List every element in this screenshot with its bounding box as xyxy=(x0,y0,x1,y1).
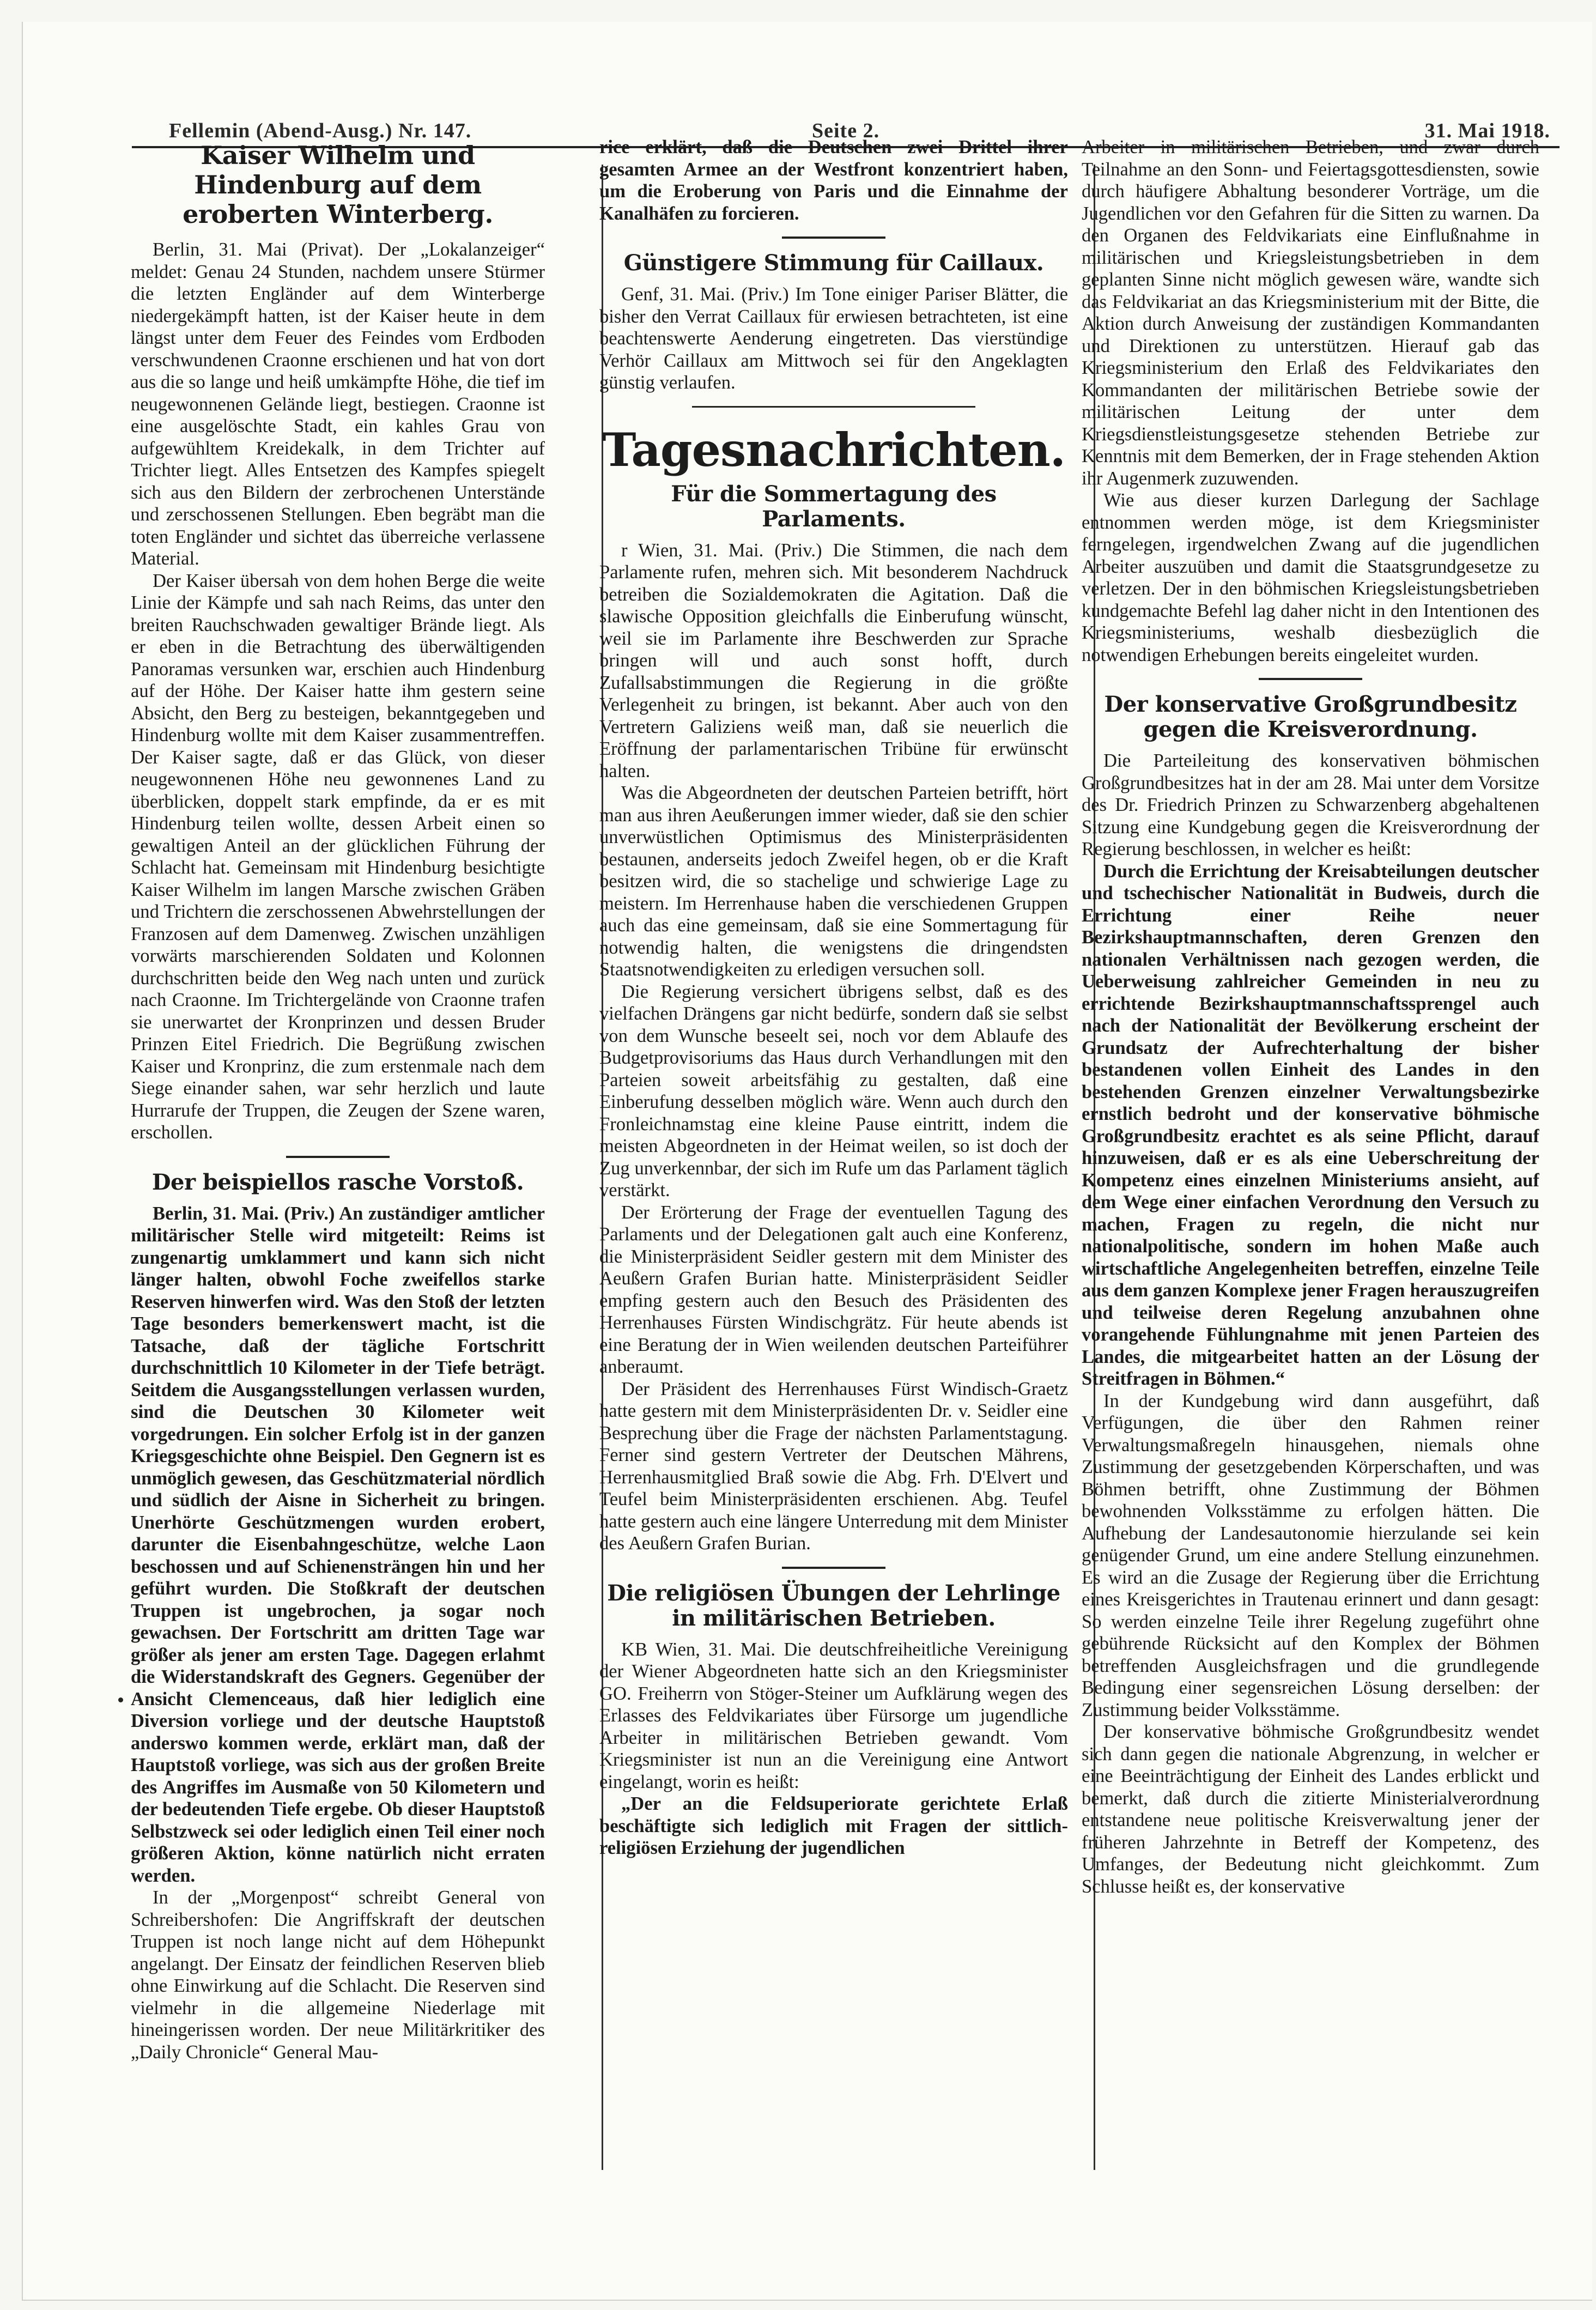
article-paragraph: r Wien, 31. Mai. (Priv.) Die Stimmen, die nach dem Parlamente rufen, mehren sich. Mit besonderem Nachdruck betreiben die Sozialdemokraten die Agitation. Daß die slawische Opposition gleichfalls die Einberufung wünscht, weil sie im Parlamente ihre Beschwerden zur Sprache bringen will und auch sonst hofft, durch Zufallsabstimmungen die Regierung in die größte Verlegenheit zu bringen, ist bekannt. Aber auch von den Vertretern Galiziens weiß man, daß sie neuerlich die Eröffnung der parlamentarischen Tribüne für erwünscht halten. xyxy=(599,539,1068,781)
article-separator xyxy=(286,1156,390,1158)
article-paragraph: Genf, 31. Mai. (Priv.) Im Tone einiger Pariser Blätter, die bisher den Verrat Caillaux für erwiesen betrachteten, ist eine beachtenswerte Aenderung eingetreten. Das vierstündige Verhör Caillaux am Mittwoch sei für den Angeklagten günstig verlaufen. xyxy=(599,284,1068,393)
article-paragraph: KB Wien, 31. Mai. Die deutschfreiheitliche Vereinigung der Wiener Abgeordneten hatte sich an den Kriegsminister GO. Freiherrn von Stöger-Steiner um Aufklärung wegen des Erlasses des Feldvikariates über Fürsorge um jugendliche Arbeiter in militärischen Betrieben gewandt. Vom Kriegsminister ist nun an die Vereinigung eine Antwort eingelangt, worin es heißt: xyxy=(599,1639,1068,1792)
headline-kaiser-hindenburg: Kaiser Wilhelm und Hindenburg auf dem eroberten Winterberg. xyxy=(183,141,493,229)
article-paragraph: In der „Morgenpost“ schreibt General von Schreibershofen: Die Angriffskraft der deutschen Truppen ist noch lange nicht auf dem Höhepunkt angelangt. Der Einsatz der feindlichen Reserven blieb ohne Einwirkung auf die Schlacht. Die Reserven sind vielmehr in die allgemeine Niederlage mit hineingerissen worden. Der neue Militärkritiker des „Daily Chronicle“ General Mau- xyxy=(131,1887,545,2063)
article-paragraph: Berlin, 31. Mai (Privat). Der „Lokalanzeiger“ meldet: Genau 24 Stunden, nachdem unsere Stürmer die letzten Engländer auf dem Winterberge niedergekämpft hatten, ist der Kaiser heute in dem längst unter dem Feuer des Feindes vom Erdboden verschwundenen Craonne erschienen und hat von dort aus die so lange und heiß umkämpfte Höhe, die tief im neugewonnenen Gelände liegt, bestiegen. Craonne ist eine ausgelöschte Stadt, ein kahles Grau von aufgewühltem Kreidekalk, in dem Trichter auf Trichter liegt. Alles Entsetzen des Kampfes spiegelt sich aus den Bildern der zerbrochenen Unterstände und zerschossenen Stellungen. Eben begräbt man die toten Engländer und sichtet das überreiche verlassene Material. xyxy=(131,239,545,569)
section-title-tagesnachrichten: Tagesnachrichten. xyxy=(602,422,1066,477)
column-2 xyxy=(599,136,1068,2153)
article-paragraph: Arbeiter in militärischen Betrieben, und zwar durch Teilnahme an den Sonn- und Feiertagsgottesdiensten, sowie durch häufigere Abhaltung besonderer Vorträge, um die Jugendlichen vor den Gefahren für die Sitten zu warnen. Da den Organen des Feldvikariats eine Einflußnahme in militärischen und Kriegsleistungsbetrieben in dem geplanten Sinne nicht möglich gewesen wäre, wandte sich das Feldvikariat an das Kriegsministerium mit der Bitte, die Aktion durch Anweisung der zuständigen Kommandanten und Direktionen zu unterstützen. Hierauf gab das Kriegsministerium den Erlaß des Feldvikariates den Kommandanten der militärischen Betriebe sowie der militärischen Leitung der unter dem Kriegsdienstleistungsgesetze stehenden Betriebe zur Kenntnis mit dem Bemerken, der in Frage stehenden Aktion ihr Augenmerk zuzuwenden. xyxy=(1082,137,1539,489)
article-separator xyxy=(782,1567,885,1569)
headline-vorstoss: Der beispiellos rasche Vorstoß. xyxy=(151,1169,524,1195)
article-paragraph: Die Parteileitung des konservativen böhmischen Großgrundbesitzes hat in der am 28. Mai unter dem Vorsitze des Dr. Friedrich Prinzen zu Schwarzenberg abgehaltenen Sitzung eine Kundgebung gegen die Kreisverordnung der Regierung beschlossen, in welcher es heißt: xyxy=(1082,750,1539,859)
column-3 xyxy=(1082,136,1539,2153)
masthead-edition: Fellemin (Abend-Ausg.) Nr. 147. xyxy=(169,119,472,142)
article-paragraph: Der Erörterung der Frage der eventuellen Tagung des Parlaments und der Delegationen galt auch eine Konferenz, die Ministerpräsident Seidler gestern mit dem Minister des Aeußern Grafen Burian hatte. Ministerpräsident Seidler empfing gestern auch den Besuch des Präsidenten des Herrenhauses Fürsten Windischgrätz. Für heute abends ist eine Beratung der in Wien weilenden deutschen Parteiführer anberaumt. xyxy=(599,1202,1068,1377)
article-paragraph: Was die Abgeordneten der deutschen Parteien betrifft, hört man aus ihren Aeußerungen immer wieder, daß sie den schier unverwüstlichen Optimismus des Ministerpräsidenten bestaunen, anderseits jedoch Zweifel hegen, ob er die Kraft besitzen wird, die so stachelige und schwierige Lage zu meistern. Im Herrenhause haben die verschiedenen Gruppen auch das eine gemeinsam, daß sie eine Sommertagung für notwendig halten, die wenigstens die dringendsten Staatsnotwendigkeiten zu erledigen versuchen soll. xyxy=(599,783,1068,980)
headline-caillaux: Günstigere Stimmung für Caillaux. xyxy=(623,250,1044,276)
article-paragraph: rice erklärt, daß die Deutschen zwei Drittel ihrer gesamten Armee an der Westfront konzentriert haben, um die Eroberung von Paris und die Einnahme der Kanalhäfen zu forcieren. xyxy=(599,137,1068,224)
article-paragraph: „Der an die Feldsuperiorate gerichtete Erlaß beschäftigte sich lediglich mit Fragen der sittlich-religiösen Erziehung der jugendlichen xyxy=(599,1793,1068,1858)
article-paragraph: Der Kaiser übersah von dem hohen Berge die weite Linie der Kämpfe und sah nach Reims, das unter den breiten Rauchschwaden gewaltiger Brände liegt. Als er eben in die Betrachtung des überwältigenden Panoramas versunken war, erschien auch Hindenburg auf der Höhe. Der Kaiser hatte ihm gestern seine Absicht, den Berg zu besteigen, bekanntgegeben und Hindenburg wollte mit dem Kaiser zusammentreffen. Der Kaiser sagte, daß er das Glück, von dieser neugewonnenen Höhe neu gewonnenes Land zu überblicken, doppelt stark empfinde, da er es mit Hindenburg teilen wollte, dessen Arbeit einen so gewaltigen Anteil an der glücklichen Führung der Schlacht hat. Gemeinsam mit Hindenburg besichtigte Kaiser Wilhelm im langen Marsche zwischen Gräben und Trichtern die zerschossenen Abwehrstellungen der Franzosen auf dem Damenweg. Zwischen unzähligen vorwärts marschierenden Soldaten und Kolonnen durchschritten beide den Weg nach unten und zurück nach Craonne. Im Trichtergelände von Craonne trafen sie unerwartet der Kronprinzen und dessen Bruder Prinzen Eitel Friedrich. Die Begrüßung zwischen Kaiser und Kronprinz, die zum erstenmale nach dem Siege einander sahen, war sehr herzlich und laute Hurrarufe der Truppen, die Zeugen der Szene waren, erschollen. xyxy=(131,570,545,1143)
column-1 xyxy=(131,136,545,2153)
article-paragraph: Berlin, 31. Mai. (Priv.) An zuständiger amtlicher militärischer Stelle wird mitgeteilt: Reims ist zungenartig umklammert und kann sich nicht länger halten, obwohl Foche zweifellos starke Reserven hinwerfen wird. Was den Stoß der letzten Tage besonders bemerkenswert macht, ist die Tatsache, daß der tägliche Fortschritt durchschnittlich 10 Kilometer in der Tiefe beträgt. Seitdem die Ausgangsstellungen verlassen wurden, sind die Deutschen 30 Kilometer weit vorgedrungen. Ein solcher Erfolg ist in der ganzen Kriegsgeschichte ohne Beispiel. Den Gegnern ist es unmöglich gewesen, das Geschützmaterial nördlich und südlich der Aisne in Sicherheit zu bringen. Unerhörte Geschützmengen wurden erobert, darunter die Eisenbahngeschütze, welche Laon beschossen und auf Schienensträngen hin und her geführt wurden. Die Stoßkraft der deutschen Truppen ist ungebrochen, ja sogar noch gewachsen. Der Fortschritt am dritten Tage war größer als jener am ersten Tage. Dagegen erlahmt die Widerstandskraft des Gegners. Gegenüber der Ansicht Clemenceaus, daß hier lediglich eine Diversion vorliege und der deutsche Hauptstoß anderswo kommen werde, erklärt man, daß der Hauptstoß vorliege, was sich aus der großen Breite des Angriffes im Ausmaße von 50 Kilometern und der bedeutenden Tiefe ergebe. Ob dieser Hauptstoß Selbstzweck sei oder lediglich einen Teil einer noch größeren Aktion, könne natürlich nicht erraten werden. xyxy=(131,1203,545,1886)
section-separator xyxy=(692,406,975,408)
article-paragraph: Wie aus dieser kurzen Darlegung der Sachlage entnommen werden möge, ist dem Kriegsminister ferngelegen, irgendwelchen Zwang auf die jugendlichen Arbeiter auszuüben und damit die Staatsgrundgesetze zu verletzen. Der in den böhmischen Kriegsleistungsbetrieben kundgemachte Befehl lag daher nicht in den Intentionen des Kriegsministeriums, weshalb diesbezüglich die notwendigen Erhebungen bereits eingeleitet wurden. xyxy=(1082,490,1539,665)
article-paragraph: In der Kundgebung wird dann ausgeführt, daß Verfügungen, die über den Rahmen reiner Verwaltungsmaßregeln hinausgehen, niemals ohne Zustimmung der gesetzgebenden Körperschaften, und was Böhmen betrifft, ohne Zustimmung der Böhmen bewohnenden Volksstämme zu erfolgen hätten. Die Aufhebung der Landesautonomie hierzulande sei kein genügender Grund, um eine andere Stellung einzunehmen. Es wird an die Zusage der Regierung über die Errichtung eines Kreisgerichtes in Trautenau erinnert und dann gesagt: So werden einzelne Teile ihrer Regelung zugeführt ohne gebührende Rücksicht auf den Komplex der Böhmen betreffenden Ausgleichsfragen und die grundlegende Bedingung einer segensreichen Lösung derselben: der Zustimmung beider Volksstämme. xyxy=(1082,1390,1539,1720)
article-paragraph: Der Präsident des Herrenhauses Fürst Windisch-Graetz hatte gestern mit dem Ministerpräsidenten Dr. v. Seidler eine Besprechung über die Frage der nächsten Parlamentstagung. Ferner sind gestern Vertreter der Deutschen Mährens, Herrenhausmitglied Braß sowie die Abg. Frh. D'Elvert und Teufel beim Ministerpräsidenten erschienen. Abg. Teufel hatte gestern auch eine längere Unterredung mit dem Minister des Aeußern Grafen Burian. xyxy=(599,1378,1068,1554)
issue-date: 31. Mai 1918. xyxy=(1424,119,1550,142)
headline-religioese-uebungen: Die religiösen Übungen der Lehrlinge in militärischen Betrieben. xyxy=(607,1580,1060,1631)
margin-mark xyxy=(118,1697,123,1702)
article-separator xyxy=(1259,678,1362,680)
article-paragraph: Durch die Errichtung der Kreisabteilungen deutscher und tschechischer Nationalität in Budweis, durch die Errichtung einer Reihe neuer Bezirkshauptmannschaften, deren Grenzen den nationalen Verhältnissen nach gezogen werden, die Ueberweisung zahlreicher Gemeinden in neu zu errichtende Bezirkshauptmannschaftssprengel auch nach der Nationalität der Bevölkerung erscheint der Grundsatz der Aufrechterhaltung der bisher bestandenen vollen Einheit des Landes in den bestehenden Grenzen einzelner Verwaltungsbezirke ernstlich bedroht und der konservative böhmische Großgrundbesitz erachtet es als seine Pflicht, darauf hinzuweisen, daß er es als eine Ueberschreitung der Kompetenz eines einzelnen Ministeriums ansieht, auf dem Wege einer einfachen Verordnung den Versuch zu machen, Fragen zu regeln, die nicht nur nationalpolitische, sondern im hohen Maße auch wirtschaftliche Angelegenheiten betreffen, einzelne Teile aus dem ganzen Komplexe jener Fragen herauszugreifen und teilweise deren Regelung anzubahnen ohne vorangehende Fühlungnahme mit jenen Parteien des Landes, die mitgearbeitet hatten an der Lösung der Streitfragen in Böhmen.“ xyxy=(1082,860,1539,1389)
article-paragraph: Die Regierung versichert übrigens selbst, daß es des vielfachen Drängens gar nicht bedürfe, sondern daß sie selbst von dem Wunsche beseelt sei, noch vor dem Ablaufe des Budgetprovisoriums das Haus durch Verhandlungen mit den Parteien soweit arbeitsfähig zu gestalten, daß eine Einberufung desselben möglich wäre. Wenn auch durch den Fronleichnamstag eine kleine Pause eintritt, indem die meisten Abgeordneten in der Heimat weilen, so ist doch der Zug unverkennbar, der sich im Rufe um das Parlament täglich verstärkt. xyxy=(599,981,1068,1201)
headline-grossgrundbesitz: Der konservative Großgrundbesitz gegen die Kreisverordnung. xyxy=(1104,692,1517,742)
article-separator xyxy=(782,237,885,239)
page-number: Seite 2. xyxy=(812,119,880,142)
article-paragraph: Der konservative böhmische Großgrundbesitz wendet sich dann gegen die nationale Abgrenzung, in welcher er eine Beeinträchtigung der Einheit des Landes erblickt und bemerkt, daß durch die zitierte Ministerialverordnung entstandene neue politische Kreisverwaltung jener der früheren Jahrzehnte in Betreff der Kompetenz, des Umfanges, der Bedeutung nicht gleichkommt. Zum Schlusse heißt es, der konservative xyxy=(1082,1721,1539,1897)
headline-sommertagung: Für die Sommertagung des Parlaments. xyxy=(671,481,997,532)
